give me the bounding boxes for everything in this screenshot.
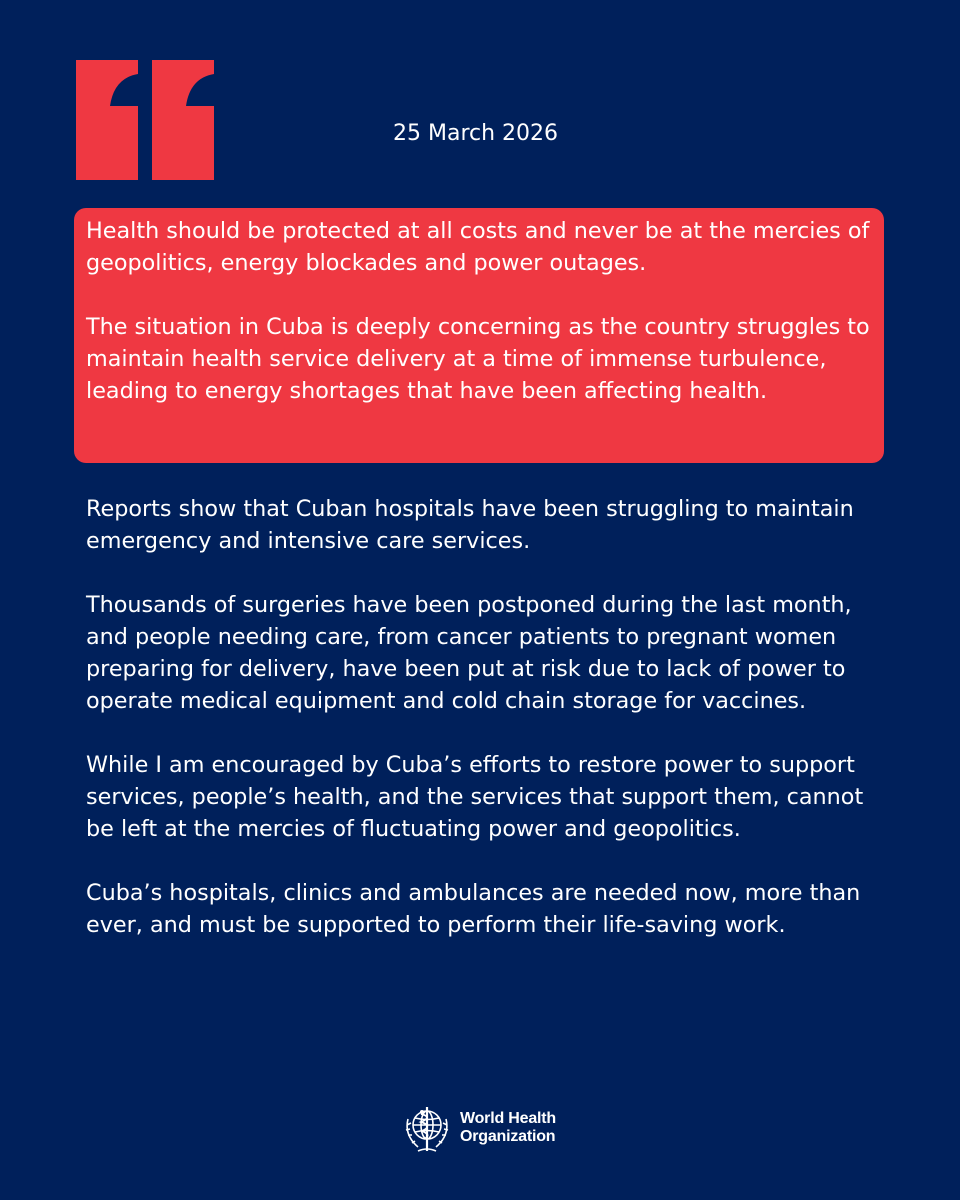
highlight-paragraph: The situation in Cuba is deeply concerning as the country struggles to maintain health service delivery at a time of immense turbulence, leading to energy shortages that have been affecting health. <box>86 314 870 404</box>
logo-line-2: Organization <box>460 1128 556 1145</box>
body-paragraph: While I am encouraged by Cuba’s efforts to restore power to support services, people’s health, and the services that support them, cannot be left at the mercies of fluctuating power and geopolitics. <box>86 752 864 842</box>
who-logo <box>400 1100 556 1156</box>
who-logo-wordmark <box>460 1110 556 1146</box>
logo-line-1: World Health <box>460 1110 556 1127</box>
quotation-mark-icon <box>72 60 218 182</box>
body-paragraph: Reports show that Cuban hospitals have been struggling to maintain emergency and intensive care services. <box>86 496 854 554</box>
highlight-paragraph: Health should be protected at all costs and never be at the mercies of geopolitics, energy blockades and power outages. <box>86 218 870 276</box>
highlight-box <box>74 208 884 463</box>
who-emblem-icon <box>400 1101 454 1155</box>
body-paragraph: Cuba’s hospitals, clinics and ambulances are needed now, more than ever, and must be supported to perform their life-saving work. <box>86 880 861 938</box>
statement-body <box>86 493 886 941</box>
statement-date: 25 March 2026 <box>393 121 559 146</box>
body-paragraph: Thousands of surgeries have been postponed during the last month, and people needing care, from cancer patients to pregnant women preparing for delivery, have been put at risk due to lack of power to operate medical equipment and cold chain storage for vaccines. <box>86 592 852 714</box>
